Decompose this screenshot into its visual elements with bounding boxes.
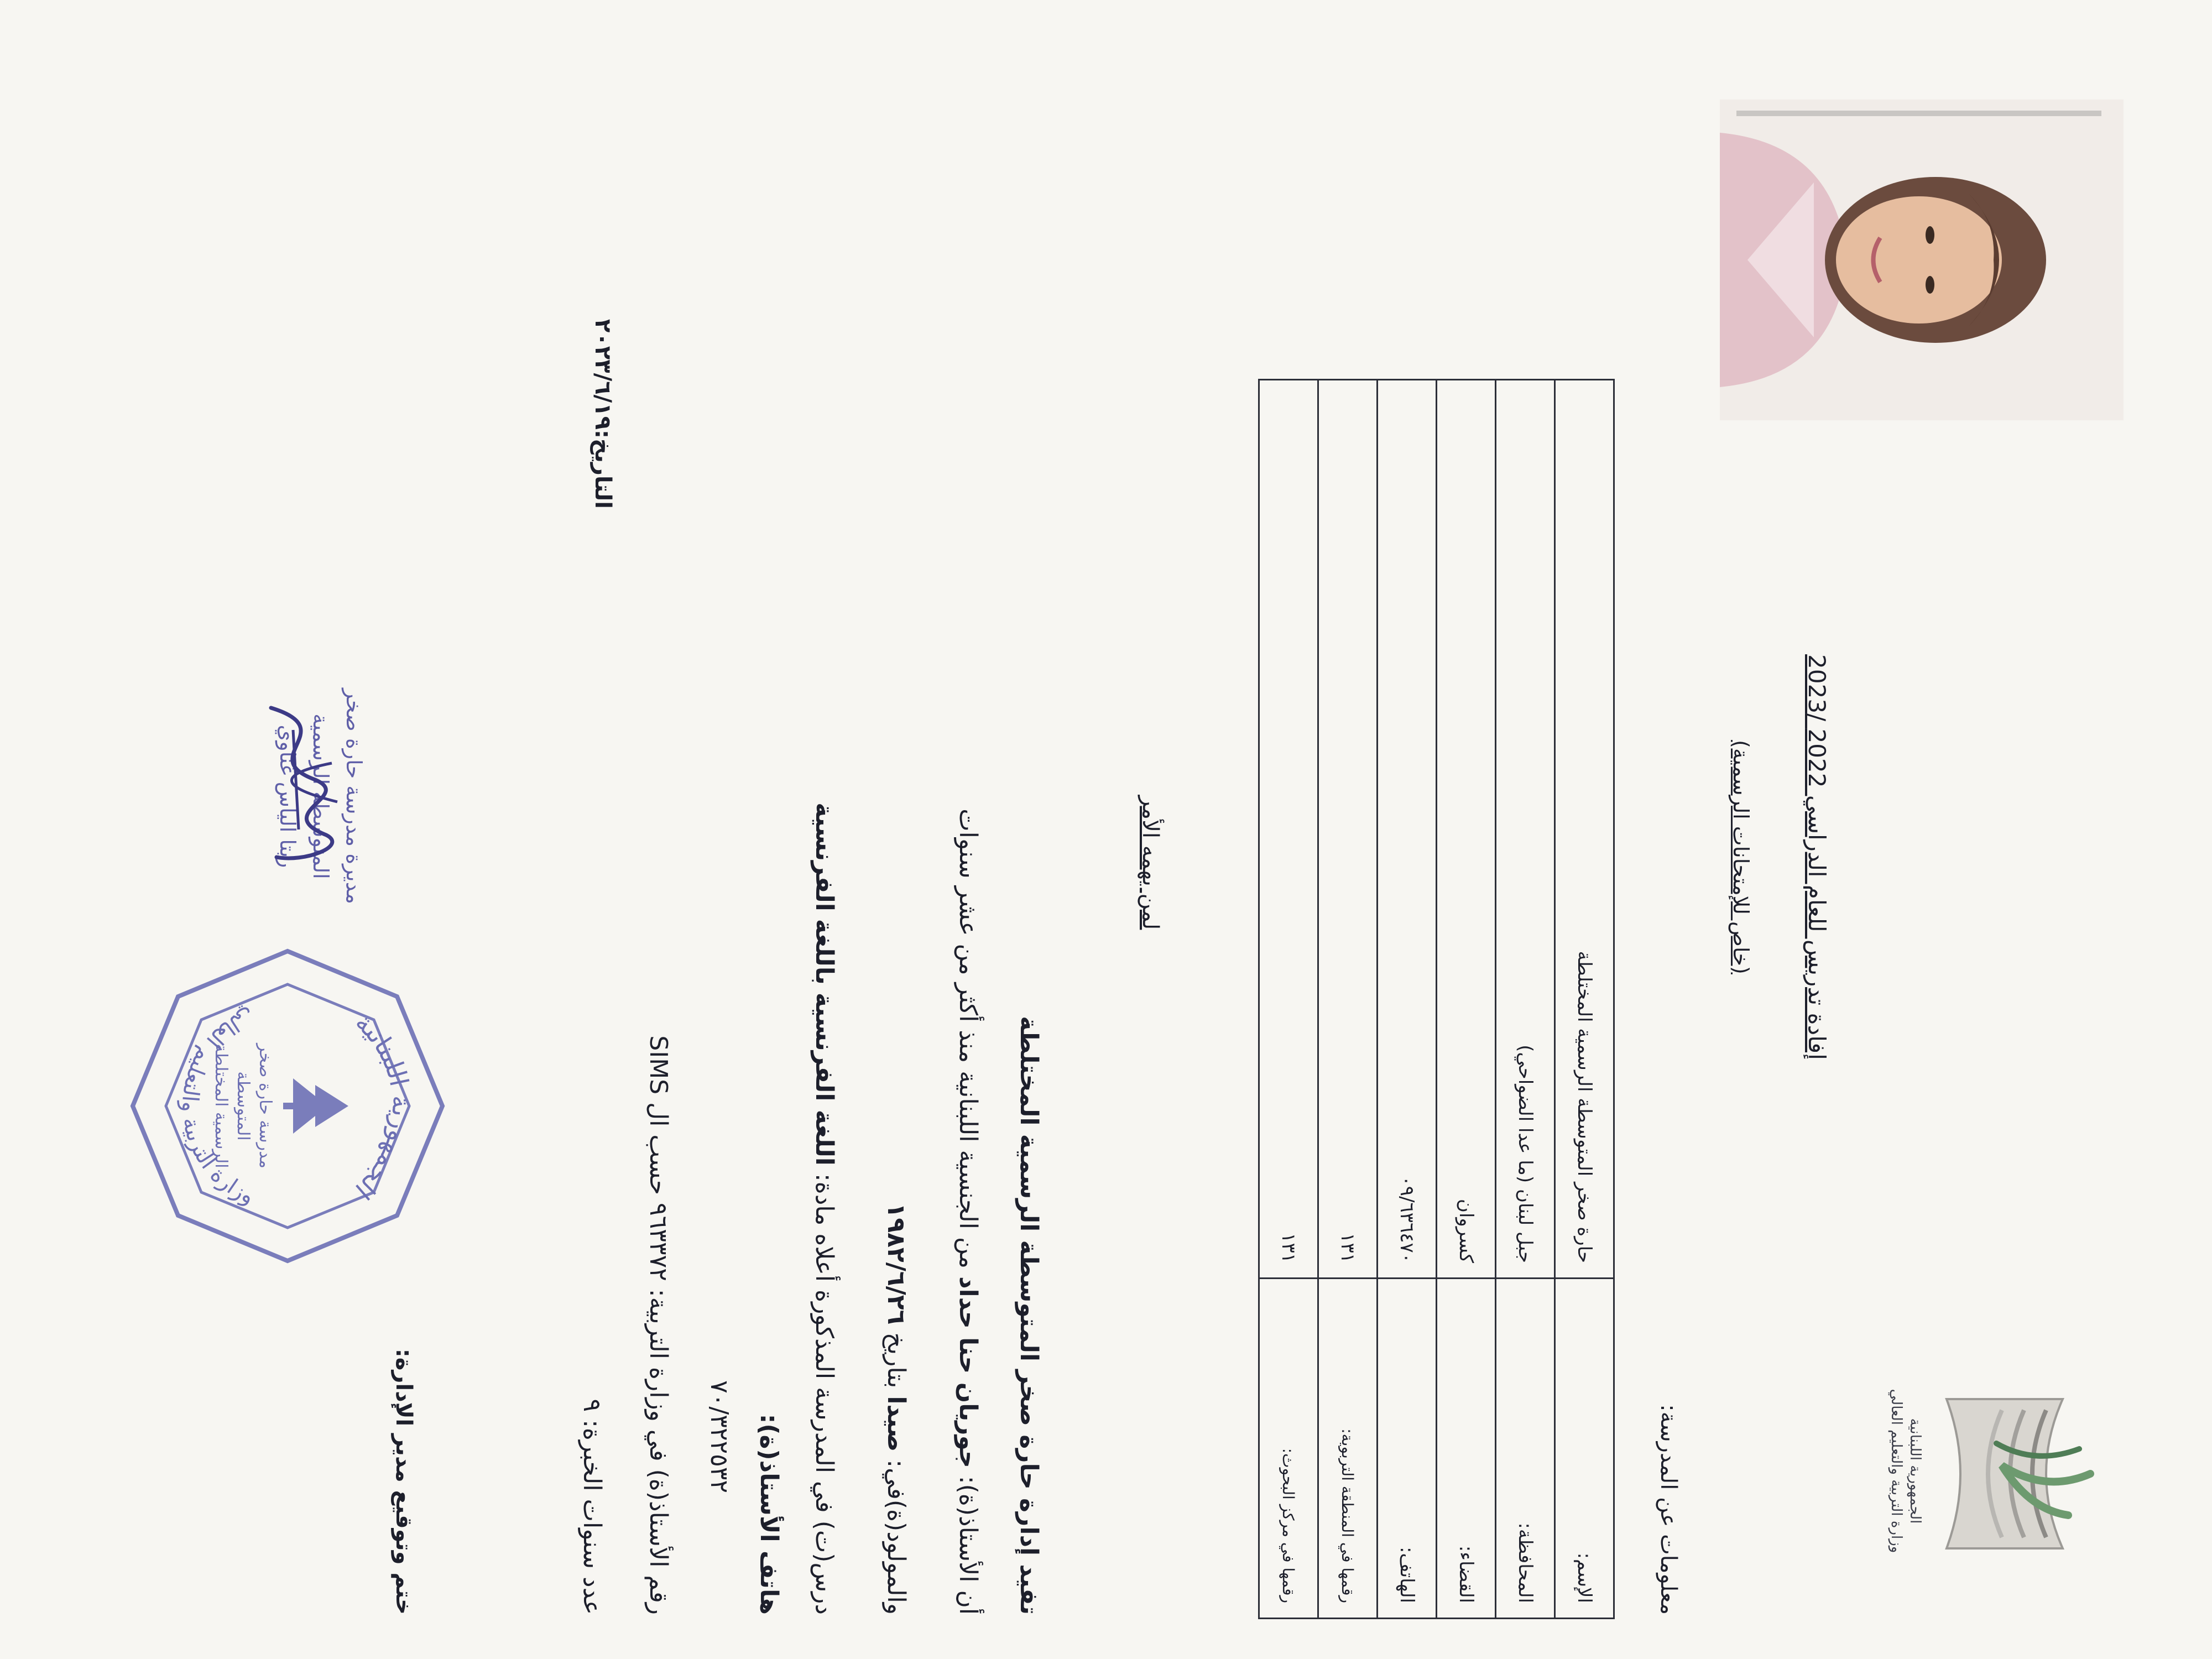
signature-scribble-icon <box>238 697 365 874</box>
statement-line-5 <box>752 830 785 1615</box>
signatory-title: مديرة مدرسة حارة صخر <box>342 688 366 904</box>
teacher-phone-number: ٧٠/٣٢٢٥٣٢ <box>705 1380 733 1493</box>
row-key: رقمها في مركز البحوث: <box>1259 1279 1318 1619</box>
nationality-text: من الجنسية اللبنانية منذ أكثر من عشر سنوات <box>954 808 982 1269</box>
row-key: القضاء: <box>1437 1279 1496 1619</box>
birthdate-value: ١٩٨٢/٦/٢٦ <box>882 1203 910 1325</box>
language-value: الفرنسية <box>810 802 838 911</box>
row-value: ٠٩/٦٣٦٤٧٠ <box>1378 380 1437 1279</box>
statement-line-6: رقم الأستاذ(ة) في وزارة التربية: ٩٦٣٣٧٢ حسب ال SIMS <box>644 1035 672 1615</box>
row-key: الهاتف: <box>1378 1279 1437 1619</box>
ministry-name: وزارة التربية والتعليم العالي <box>1888 1389 1905 1553</box>
school-info-label: معلومات عن المدرسة: <box>1656 1404 1681 1615</box>
row-value: ١٣١ <box>1318 380 1378 1279</box>
row-value: جبل لبنان (ما عدا الضواحي) <box>1496 380 1555 1279</box>
birthplace-label: والمولود(ة)في: <box>882 1459 910 1615</box>
addressee: لمن يهمه الأمر <box>1138 795 1163 930</box>
table-row <box>1437 380 1496 1619</box>
birthplace-value: صيدا <box>882 1396 910 1452</box>
signatory-school: المتوسطة الرسمية <box>309 713 333 879</box>
signoff-label: ختم وتوقيع مدير الإدارة: <box>391 1348 416 1615</box>
portrait-image <box>1720 100 2124 420</box>
birthdate-label: بتاريخ <box>882 1332 910 1389</box>
teacher-name: جوريان حنا حداد <box>954 1276 982 1468</box>
stamp-center-3: الرسمية المختلطة <box>211 1044 231 1168</box>
subject-label: درس(ت) في المدرسة المذكورة أعلاه مادة: <box>810 1173 838 1615</box>
row-value: حارة صخر المتوسطة الرسمية المختلطة <box>1555 380 1614 1279</box>
subject-value: اللغة الفرنسية <box>810 992 838 1166</box>
statement-line-7: عدد سنوات الخبرة: ٩ <box>578 1399 606 1615</box>
document-title: إفادة تدريس للعام الدراسي 2022 /2023 <box>1803 654 1830 1060</box>
cedar-icon <box>283 1078 348 1134</box>
document-subtitle: (خاص للإمتحانات الرسمية) <box>1729 740 1753 974</box>
stamp-center-1: مدرسة حارة صخر <box>255 1044 275 1168</box>
table-row <box>1555 380 1614 1619</box>
row-value: ١٣١ <box>1259 380 1318 1279</box>
book-logo-icon <box>1930 1383 2112 1565</box>
table-row <box>1378 380 1437 1619</box>
language-label: باللغة <box>810 919 838 985</box>
table-row <box>1318 380 1378 1619</box>
stamp-ring-bottom: وزارة التربية والتعليم العالي <box>176 1003 259 1209</box>
document-date: التاريخ:٢٠٢٣/٦/١٩ <box>590 319 615 509</box>
teacher-phone-value <box>702 719 735 1493</box>
table-row <box>1496 380 1555 1619</box>
stamp-center-2: المتوسطة <box>233 1071 253 1141</box>
school-info-table <box>1258 379 1615 1619</box>
row-key: الإسم: <box>1555 1279 1614 1619</box>
table-row <box>1259 380 1318 1619</box>
ministry-logo <box>1930 1383 2112 1565</box>
stamp-ring-top: الجمهورية اللبنانية <box>349 1006 417 1206</box>
teacher-photo <box>1720 100 2124 420</box>
statement-line-1: تفيد إدارة حارة صخر المتوسطة الرسمية المختلطة <box>1015 1016 1043 1615</box>
row-key: المحافظة: <box>1496 1279 1555 1619</box>
statement-line-2 <box>951 442 984 1615</box>
teacher-phone-label: هاتف الأستاذ(ة): <box>755 1413 783 1615</box>
row-key: رقمها في المنطقة التربوية: <box>1318 1279 1378 1619</box>
signatory-name: ريتا الياس غناوي <box>275 724 300 868</box>
teacher-label: أن الأستاذ(ة): <box>954 1475 982 1615</box>
statement-line-3 <box>879 442 912 1615</box>
row-value: كسروان <box>1437 380 1496 1279</box>
statement-line-4 <box>807 442 841 1615</box>
ministry-header <box>1887 1349 1924 1593</box>
republic-name: الجمهورية اللبنانية <box>1907 1418 1923 1524</box>
